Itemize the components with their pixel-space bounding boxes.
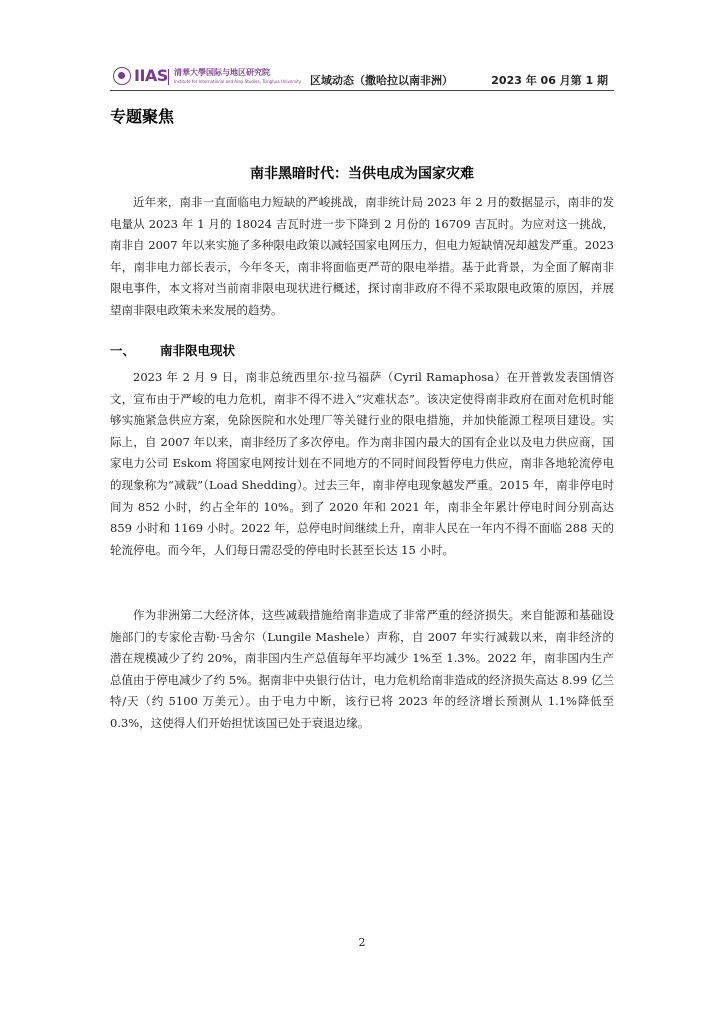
institute-name-en: Institute for International and Area Studies, Tsinghua University xyxy=(174,79,302,84)
article-title: 南非黑暗时代：当供电成为国家灾难 xyxy=(250,166,474,182)
section-label: 专题聚焦 xyxy=(110,107,175,126)
running-header xyxy=(110,66,614,91)
logo-divider xyxy=(168,69,169,85)
body-paragraph: 2023 年 2 月 9 日，南非总统西里尔·拉马福萨（Cyril Ramaphosa）在开普敦发表国情咨文，宣布由于严峻的电力危机，南非不得不进入“灾难状态”。该决定使得南非政府在面对危机时能够实施紧急供应方案，免除医院和水处理厂等关键行业的限电措施，并加快能源工程项目建设。实际上，自 2007 年以来，南非经历了多次停电。作为南非国内最大的国有企业以及电力供应商，国家电力公司 Eskom 将国家电网按计划在不同地方的不同时间段暂停电力供应，南非各地轮流停电的现象称为“减载”（Load Shedding）。过去三年，南非停电现象越发严重。2015 年，南非停电时间为 852 小时，约占全年的 10%。到了 2020 年和 2021 年，南非全年累计停电时间分别高达 859 小时和 1169 小时。2022 年，总停电时间继续上升，南非人民在一年内不得不面临 288 天的轮流停电。而今年，人们每日需忍受的停电时长甚至长达 15 小时。 xyxy=(110,370,614,557)
issue-number: 2023 年 06 月第 1 期 xyxy=(491,74,608,87)
tsinghua-seal-icon xyxy=(113,67,131,85)
section-heading xyxy=(110,341,235,359)
body-paragraph: 作为非洲第二大经济体，这些减载措施给南非造成了非常严重的经济损失。来自能源和基础设施部门的专家伦吉勒·马舍尔（Lungile Mashele）声称，自 2007 年实行减载以来，南非经济的潜在规模减少了约 20%，南非国内生产总值每年平均减少 1%至 1.3%。2022 年，南非国内生产总值由于停电减少了约 5%。据南非中央银行估计，电力危机给南非造成的经济损失高达 8.99 亿兰特/天（约 5100 万美元）。由于电力中断，该行已将 2023 年的经济增长预测从 1.1%降低至 0.3%，这使得人们开始担忧该国已处于衰退边缘。 xyxy=(110,608,614,730)
institute-name: 清華大學国际与地区研究院 xyxy=(174,68,270,77)
section-title: 南非限电现状 xyxy=(160,343,236,358)
series-title: 区域动态（撒哈拉以南非洲） xyxy=(310,74,453,87)
page-number: 2 xyxy=(358,936,366,949)
iias-logo: IIAS xyxy=(134,66,168,85)
intro-paragraph: 近年来，南非一直面临电力短缺的严峻挑战，南非统计局 2023 年 2 月的数据显示，南非的发电量从 2023 年 1 月的 18024 吉瓦时进一步下降到 2 月份的 16709 吉瓦时。为应对这一挑战，南非自 2007 年以来实施了多种限电政策以减轻国家电网压力，但电力短缺情况却越发严重。2023 年，南非电力部长表示，今年冬天，南非将面临更严苛的限电举措。基于此背景，为全面了解南非限电事件，本文将对当前南非限电现状进行概述，探讨南非政府不得不采取限电政策的原因，并展望南非限电政策未来发展的趋势。 xyxy=(110,195,614,317)
section-number: 一、 xyxy=(110,343,136,358)
